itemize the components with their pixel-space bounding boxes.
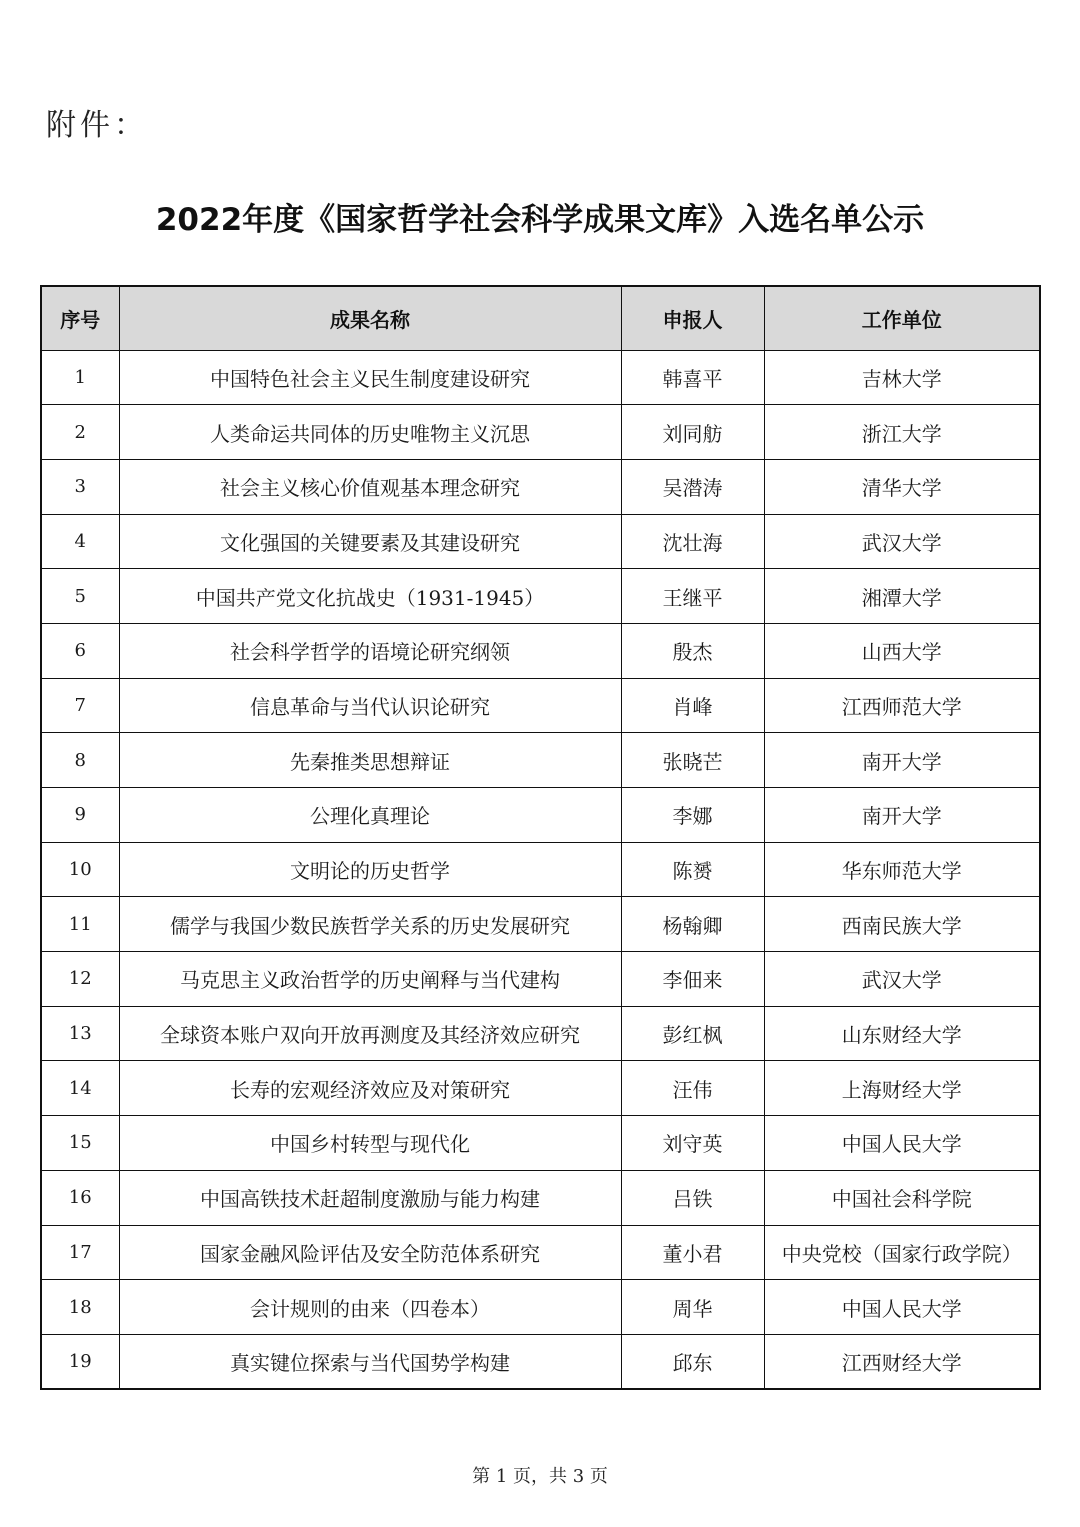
cell-achievement-name: 社会科学哲学的语境论研究纲领	[119, 623, 621, 678]
cell-no: 19	[41, 1334, 119, 1389]
cell-unit: 上海财经大学	[764, 1061, 1040, 1116]
cell-no: 7	[41, 678, 119, 733]
cell-achievement-name: 长寿的宏观经济效应及对策研究	[119, 1061, 621, 1116]
cell-no: 12	[41, 952, 119, 1007]
table-row	[41, 952, 1040, 1007]
cell-achievement-name: 人类命运共同体的历史唯物主义沉思	[119, 405, 621, 460]
table-row	[41, 1170, 1040, 1225]
cell-unit: 浙江大学	[764, 405, 1040, 460]
cell-applicant: 李娜	[621, 788, 764, 843]
cell-no: 6	[41, 623, 119, 678]
cell-unit: 中国社会科学院	[764, 1170, 1040, 1225]
table-row	[41, 459, 1040, 514]
document-title: 2022年度《国家哲学社会科学成果文库》入选名单公示	[155, 202, 925, 238]
cell-achievement-name: 文明论的历史哲学	[119, 842, 621, 897]
cell-unit: 南开大学	[764, 733, 1040, 788]
cell-achievement-name: 公理化真理论	[119, 788, 621, 843]
cell-no: 14	[41, 1061, 119, 1116]
cell-unit: 西南民族大学	[764, 897, 1040, 952]
table-row	[41, 1061, 1040, 1116]
table-row	[41, 1225, 1040, 1280]
table-row	[41, 1006, 1040, 1061]
table-row	[41, 514, 1040, 569]
cell-no: 2	[41, 405, 119, 460]
cell-no: 16	[41, 1170, 119, 1225]
cell-achievement-name: 信息革命与当代认识论研究	[119, 678, 621, 733]
table-row	[41, 733, 1040, 788]
table-body	[41, 350, 1040, 1389]
cell-applicant: 韩喜平	[621, 350, 764, 405]
cell-unit: 华东师范大学	[764, 842, 1040, 897]
cell-applicant: 周华	[621, 1280, 764, 1335]
cell-achievement-name: 马克思主义政治哲学的历史阐释与当代建构	[119, 952, 621, 1007]
table-row	[41, 1280, 1040, 1335]
cell-achievement-name: 先秦推类思想辩证	[119, 733, 621, 788]
cell-unit: 山西大学	[764, 623, 1040, 678]
cell-unit: 中国人民大学	[764, 1116, 1040, 1171]
attachment-label: 附件：	[46, 108, 148, 143]
cell-unit: 南开大学	[764, 788, 1040, 843]
cell-unit: 中央党校（国家行政学院）	[764, 1225, 1040, 1280]
cell-no: 11	[41, 897, 119, 952]
cell-no: 8	[41, 733, 119, 788]
cell-no: 13	[41, 1006, 119, 1061]
cell-applicant: 沈壮海	[621, 514, 764, 569]
cell-applicant: 刘守英	[621, 1116, 764, 1171]
cell-unit: 湘潭大学	[764, 569, 1040, 624]
cell-no: 17	[41, 1225, 119, 1280]
cell-no: 10	[41, 842, 119, 897]
cell-unit: 武汉大学	[764, 514, 1040, 569]
table-row	[41, 788, 1040, 843]
table-row	[41, 1334, 1040, 1389]
table-row	[41, 842, 1040, 897]
cell-applicant: 杨翰卿	[621, 897, 764, 952]
header-name: 成果名称	[119, 286, 621, 350]
cell-achievement-name: 全球资本账户双向开放再测度及其经济效应研究	[119, 1006, 621, 1061]
cell-applicant: 肖峰	[621, 678, 764, 733]
table-row	[41, 569, 1040, 624]
cell-achievement-name: 中国共产党文化抗战史（1931-1945）	[119, 569, 621, 624]
cell-unit: 江西师范大学	[764, 678, 1040, 733]
cell-applicant: 刘同舫	[621, 405, 764, 460]
cell-applicant: 王继平	[621, 569, 764, 624]
cell-unit: 中国人民大学	[764, 1280, 1040, 1335]
cell-applicant: 陈赟	[621, 842, 764, 897]
cell-unit: 清华大学	[764, 459, 1040, 514]
cell-applicant: 董小君	[621, 1225, 764, 1280]
table-row	[41, 678, 1040, 733]
cell-achievement-name: 中国高铁技术赶超制度激励与能力构建	[119, 1170, 621, 1225]
cell-no: 4	[41, 514, 119, 569]
cell-achievement-name: 会计规则的由来（四卷本）	[119, 1280, 621, 1335]
cell-no: 3	[41, 459, 119, 514]
selection-list-table	[40, 285, 1041, 1390]
cell-achievement-name: 社会主义核心价值观基本理念研究	[119, 459, 621, 514]
cell-applicant: 汪伟	[621, 1061, 764, 1116]
cell-no: 9	[41, 788, 119, 843]
table-row	[41, 350, 1040, 405]
cell-achievement-name: 儒学与我国少数民族哲学关系的历史发展研究	[119, 897, 621, 952]
header-unit: 工作单位	[764, 286, 1040, 350]
page-footer: 第 1 页，共 3 页	[472, 1466, 608, 1487]
cell-applicant: 吕铁	[621, 1170, 764, 1225]
cell-no: 5	[41, 569, 119, 624]
cell-applicant: 殷杰	[621, 623, 764, 678]
cell-achievement-name: 国家金融风险评估及安全防范体系研究	[119, 1225, 621, 1280]
cell-no: 1	[41, 350, 119, 405]
cell-unit: 武汉大学	[764, 952, 1040, 1007]
cell-applicant: 张晓芒	[621, 733, 764, 788]
table-row	[41, 897, 1040, 952]
header-applicant: 申报人	[621, 286, 764, 350]
table-row	[41, 1116, 1040, 1171]
cell-achievement-name: 中国特色社会主义民生制度建设研究	[119, 350, 621, 405]
cell-achievement-name: 真实键位探索与当代国势学构建	[119, 1334, 621, 1389]
table-row	[41, 405, 1040, 460]
cell-unit: 江西财经大学	[764, 1334, 1040, 1389]
cell-no: 15	[41, 1116, 119, 1171]
table-header-row	[41, 286, 1040, 350]
cell-no: 18	[41, 1280, 119, 1335]
cell-achievement-name: 文化强国的关键要素及其建设研究	[119, 514, 621, 569]
cell-unit: 吉林大学	[764, 350, 1040, 405]
header-no: 序号	[41, 286, 119, 350]
cell-applicant: 彭红枫	[621, 1006, 764, 1061]
cell-unit: 山东财经大学	[764, 1006, 1040, 1061]
cell-achievement-name: 中国乡村转型与现代化	[119, 1116, 621, 1171]
cell-applicant: 李佃来	[621, 952, 764, 1007]
table-row	[41, 623, 1040, 678]
cell-applicant: 邱东	[621, 1334, 764, 1389]
cell-applicant: 吴潜涛	[621, 459, 764, 514]
